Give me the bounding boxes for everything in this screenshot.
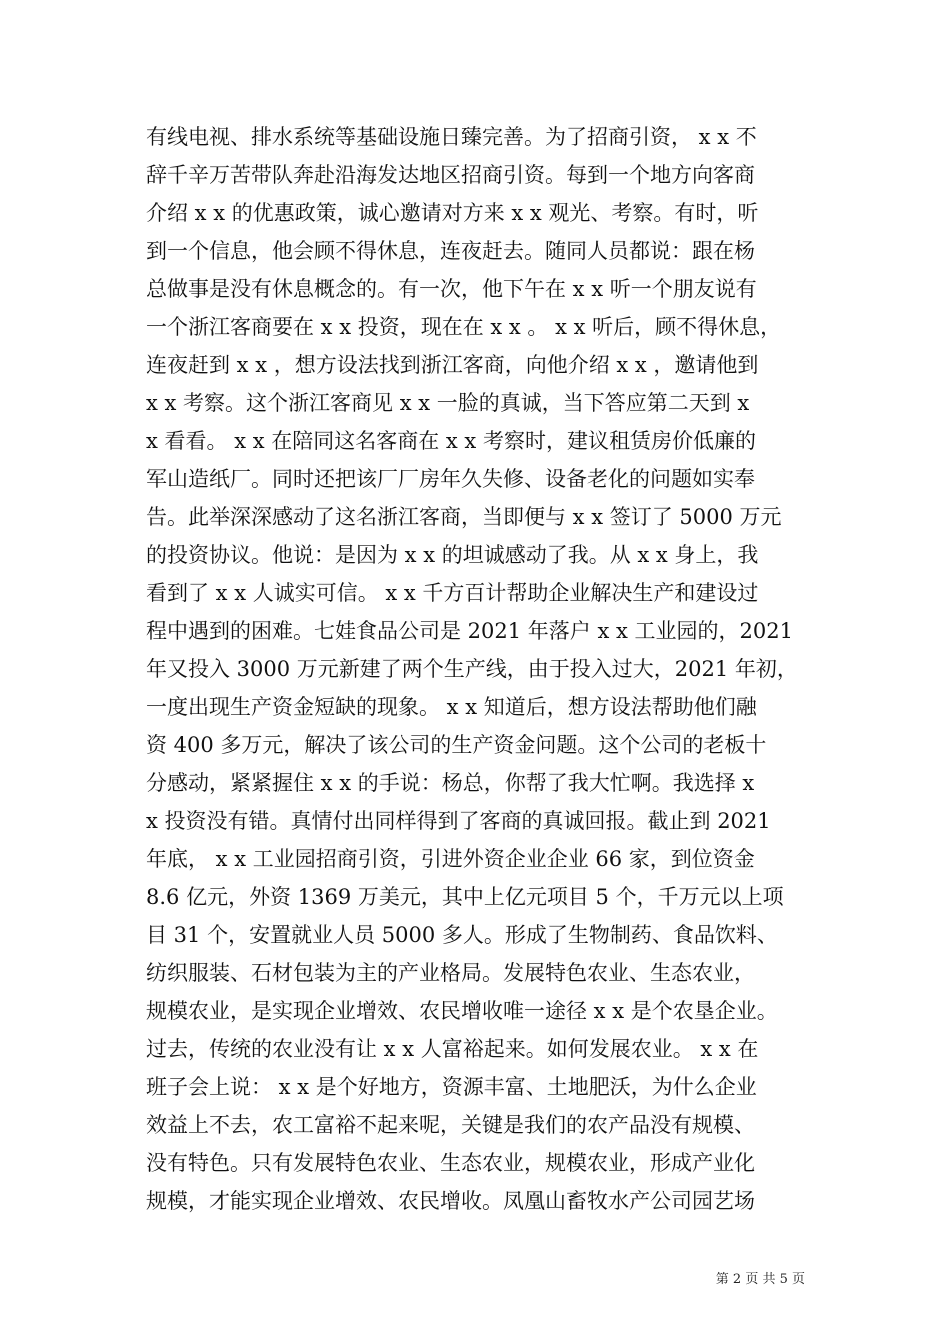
text-line: 军山造纸厂。同时还把该厂厂房年久失修、设备老化的问题如实奉 [146,467,755,491]
text-line: 连夜赶到 x x ，想方设法找到浙江客商，向他介绍 x x ，邀请他到 [146,353,759,377]
text-line: 看到了 x x 人诚实可信。 x x 千方百计帮助企业解决生产和建设过 [146,581,759,605]
text-line: 有线电视、排水系统等基础设施日臻完善。为了招商引资， x x 不 [146,125,757,149]
body-text [146,118,816,1220]
text-line: 纺织服装、石材包装为主的产业格局。发展特色农业、生态农业， [146,961,755,985]
text-line: 介绍 x x 的优惠政策，诚心邀请对方来 x x 观光、考察。有时，听 [146,201,759,225]
text-line: 规模，才能实现企业增效、农民增收。凤凰山畜牧水产公司园艺场 [146,1189,755,1213]
text-line: 到一个信息，他会顾不得休息，连夜赶去。随同人员都说：跟在杨 [146,239,755,263]
text-line: 分感动，紧紧握住 x x 的手说：杨总，你帮了我大忙啊。我选择 x [146,771,755,795]
text-line: x 投资没有错。真情付出同样得到了客商的真诚回报。截止到 2021 [146,809,771,833]
text-line: x x 考察。这个浙江客商见 x x 一脸的真诚，当下答应第二天到 x [146,391,750,415]
text-line: 告。此举深深感动了这名浙江客商，当即便与 x x 签订了 5000 万元 [146,505,782,529]
text-line: 效益上不去，农工富裕不起来呢，关键是我们的农产品没有规模、 [146,1113,755,1137]
text-line: 一度出现生产资金短缺的现象。 x x 知道后，想方设法帮助他们融 [146,695,757,719]
text-line: 一个浙江客商要在 x x 投资，现在在 x x 。 x x 听后，顾不得休息， [146,315,782,339]
text-line: 年又投入 3000 万元新建了两个生产线，由于投入过大，2021 年初， [146,657,798,681]
page-number: 第 2 页 共 5 页 [715,1272,805,1287]
text-line: 规模农业，是实现企业增效、农民增收唯一途径 x x 是个农垦企业。 [146,999,778,1023]
text-line: 班子会上说： x x 是个好地方，资源丰富、土地肥沃，为什么企业 [146,1075,757,1099]
text-line: 没有特色。只有发展特色农业、生态农业，规模农业，形成产业化 [146,1151,755,1175]
text-line: 辞千辛万苦带队奔赴沿海发达地区招商引资。每到一个地方向客商 [146,163,755,187]
text-line: x 看看。 x x 在陪同这名客商在 x x 考察时，建议租赁房价低廉的 [146,429,756,453]
text-line: 程中遇到的困难。七娃食品公司是 2021 年落户 x x 工业园的，2021 [146,619,793,643]
text-line: 8.6 亿元，外资 1369 万美元，其中上亿元项目 5 个，千万元以上项 [146,885,784,909]
text-line: 目 31 个，安置就业人员 5000 多人。形成了生物制药、食品饮料、 [146,923,778,947]
text-line: 总做事是没有休息概念的。有一次，他下午在 x x 听一个朋友说有 [146,277,757,301]
text-line: 年底， x x 工业园招商引资，引进外资企业企业 66 家，到位资金 [146,847,755,871]
text-line: 的投资协议。他说：是因为 x x 的坦诚感动了我。从 x x 身上，我 [146,543,759,567]
text-line: 资 400 多万元，解决了该公司的生产资金问题。这个公司的老板十 [146,733,767,757]
text-line: 过去，传统的农业没有让 x x 人富裕起来。如何发展农业。 x x 在 [146,1037,759,1061]
